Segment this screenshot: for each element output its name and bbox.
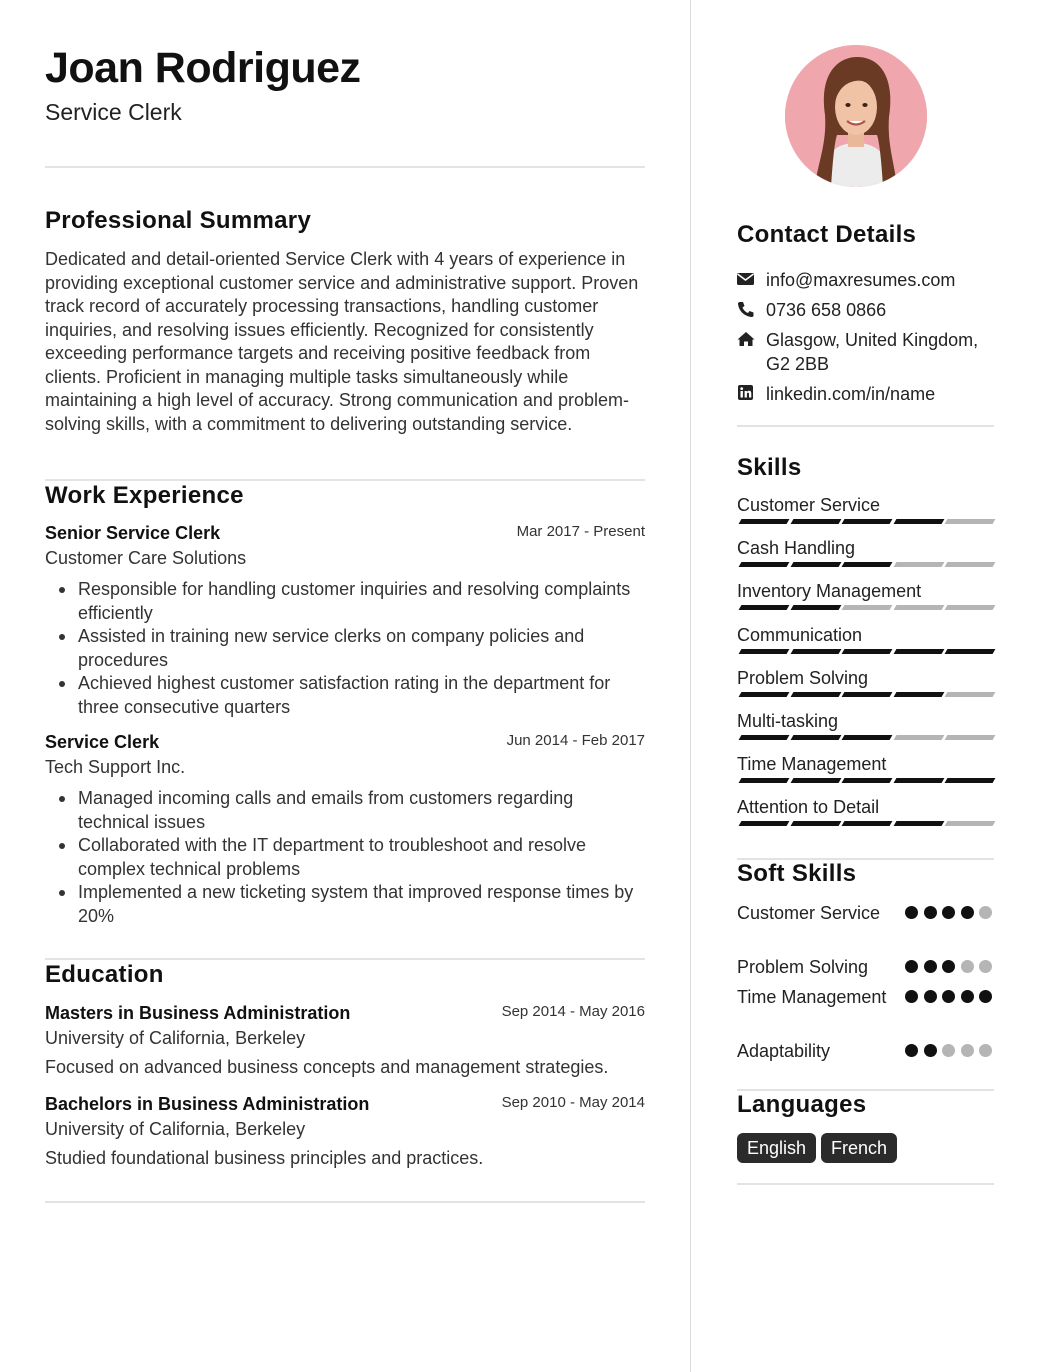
soft-skills-heading: Soft Skills	[737, 860, 857, 887]
skill-level-segment	[893, 692, 944, 697]
rating-dot	[942, 906, 955, 919]
education-description: Focused on advanced business concepts and management strategies.	[45, 1057, 609, 1077]
skill-level-segment	[790, 778, 841, 783]
rating-dot	[979, 1044, 992, 1057]
bullet-dot-icon	[59, 587, 65, 593]
job-company: Customer Care Solutions	[45, 548, 247, 568]
skill-level-segment	[790, 562, 841, 567]
skill-level-segment	[893, 735, 944, 740]
job-bullet	[45, 834, 645, 881]
section-divider	[45, 479, 645, 481]
skill-level-segment	[893, 519, 944, 524]
address-text: Glasgow, United Kingdom, G2 2BB	[766, 330, 979, 374]
soft-skill-name: Time Management	[737, 987, 887, 1007]
job-date: Jun 2014 - Feb 2017	[506, 732, 645, 749]
section-divider	[737, 1183, 994, 1185]
section-divider	[45, 1201, 645, 1203]
skill-level-segment	[945, 649, 996, 654]
skill-level-segment	[842, 605, 893, 610]
contact-heading: Contact Details	[737, 221, 917, 248]
phone-icon	[737, 301, 755, 317]
bullet-text: Managed incoming calls and emails from customers regarding technical issues	[78, 788, 574, 832]
rating-dot	[942, 960, 955, 973]
skill-level-segment	[842, 562, 893, 567]
summary-text: Dedicated and detail-oriented Service Clerk with 4 years of experience in providing exceptional customer service and administrative support. Proven track record of accurately processing transactions, handling customer inquiries, and resolving issues efficiently. Recognized for consistently exceeding performance targets and receiving positive feedback from clients. Proficient in managing multiple tasks simultaneously while maintaining a high level of accuracy. Strong communication and problem-solving skills, with a commitment to delivering outstanding service.	[45, 249, 639, 434]
skill-level-segment	[945, 821, 996, 826]
job-bullet	[45, 625, 645, 672]
skill-level-segment	[893, 778, 944, 783]
rating-dot	[961, 960, 974, 973]
rating-dot	[924, 960, 937, 973]
job-date: Mar 2017 - Present	[516, 523, 645, 540]
phone-text: 0736 658 0866	[766, 300, 887, 320]
soft-skill-rating	[905, 906, 995, 920]
bullet-text: Collaborated with the IT department to troubleshoot and resolve complex technical problems	[78, 835, 586, 879]
skill-level-bar	[737, 649, 993, 654]
rating-dot	[979, 906, 992, 919]
rating-dot	[924, 1044, 937, 1057]
soft-skill-name: Problem Solving	[737, 957, 869, 977]
skill-name: Problem Solving	[737, 668, 869, 688]
skill-name: Customer Service	[737, 495, 881, 515]
skill-level-segment	[739, 735, 790, 740]
bullet-dot-icon	[59, 796, 65, 802]
skills-heading: Skills	[737, 454, 802, 481]
skill-name: Inventory Management	[737, 581, 922, 601]
bullet-text: Achieved highest customer satisfaction rating in the department for three consecutive quarters	[78, 673, 611, 717]
degree-title: Masters in Business Administration	[45, 1003, 351, 1023]
skill-name: Attention to Detail	[737, 797, 880, 817]
bullet-text: Responsible for handling customer inquiries and resolving complaints efficiently	[78, 579, 631, 623]
skill-level-segment	[893, 821, 944, 826]
skill-name: Cash Handling	[737, 538, 856, 558]
skill-level-segment	[842, 735, 893, 740]
section-divider	[737, 425, 994, 427]
bullet-dot-icon	[59, 634, 65, 640]
skill-name: Communication	[737, 625, 863, 645]
skill-level-segment	[893, 605, 944, 610]
portrait-image	[785, 45, 927, 187]
school-name: University of California, Berkeley	[45, 1028, 306, 1048]
skill-level-segment	[790, 821, 841, 826]
section-divider	[45, 958, 645, 960]
rating-dot	[961, 1044, 974, 1057]
skill-level-segment	[945, 778, 996, 783]
skill-level-segment	[790, 692, 841, 697]
rating-dot	[924, 990, 937, 1003]
job-bullets	[45, 787, 645, 928]
education-date: Sep 2010 - May 2014	[501, 1094, 645, 1111]
job-bullets	[45, 578, 645, 719]
skill-level-segment	[945, 605, 996, 610]
skill-level-segment	[790, 649, 841, 654]
job-title: Service Clerk	[45, 732, 160, 752]
skill-level-segment	[790, 605, 841, 610]
email-text: info@maxresumes.com	[766, 270, 956, 290]
skill-level-segment	[842, 778, 893, 783]
skill-level-bar	[737, 519, 993, 524]
language-tag: French	[821, 1133, 897, 1163]
rating-dot	[979, 990, 992, 1003]
experience-heading: Work Experience	[45, 482, 244, 509]
skill-level-segment	[893, 649, 944, 654]
job-bullet	[45, 578, 645, 625]
skill-level-segment	[842, 649, 893, 654]
skill-level-segment	[842, 692, 893, 697]
linkedin-text: linkedin.com/in/name	[766, 384, 936, 404]
rating-dot	[924, 906, 937, 919]
skill-level-bar	[737, 735, 993, 740]
bullet-text: Assisted in training new service clerks on company policies and procedures	[78, 626, 585, 670]
skill-level-segment	[739, 692, 790, 697]
job-bullet	[45, 881, 645, 928]
bullet-dot-icon	[59, 843, 65, 849]
skill-name: Time Management	[737, 754, 887, 774]
bullet-dot-icon	[59, 681, 65, 687]
job-bullet	[45, 787, 645, 834]
soft-skill-name: Customer Service	[737, 903, 881, 923]
bullet-dot-icon	[59, 890, 65, 896]
rating-dot	[905, 1044, 918, 1057]
skill-level-segment	[842, 519, 893, 524]
skill-level-bar	[737, 692, 993, 697]
school-name: University of California, Berkeley	[45, 1119, 306, 1139]
skill-level-segment	[893, 562, 944, 567]
rating-dot	[942, 990, 955, 1003]
profile-photo	[785, 45, 927, 187]
soft-skill-name: Adaptability	[737, 1041, 831, 1061]
skill-level-bar	[737, 562, 993, 567]
home-icon	[737, 331, 755, 347]
skill-level-segment	[739, 605, 790, 610]
soft-skill-rating	[905, 990, 995, 1004]
job-bullet	[45, 672, 645, 719]
rating-dot	[905, 906, 918, 919]
degree-title: Bachelors in Business Administration	[45, 1094, 370, 1114]
rating-dot	[961, 990, 974, 1003]
header-divider	[45, 166, 645, 168]
skill-level-segment	[945, 562, 996, 567]
skill-level-segment	[739, 821, 790, 826]
skill-level-bar	[737, 605, 993, 610]
languages-heading: Languages	[737, 1091, 867, 1118]
skill-level-segment	[842, 821, 893, 826]
skill-level-segment	[945, 692, 996, 697]
skill-level-segment	[945, 519, 996, 524]
soft-skill-rating	[905, 1044, 995, 1058]
rating-dot	[905, 960, 918, 973]
rating-dot	[961, 906, 974, 919]
bullet-text: Implemented a new ticketing system that improved response times by 20%	[78, 882, 634, 926]
skill-level-segment	[790, 519, 841, 524]
skill-level-bar	[737, 778, 993, 783]
candidate-name: Joan Rodriguez	[45, 44, 361, 92]
envelope-icon	[737, 271, 755, 287]
education-description: Studied foundational business principles and practices.	[45, 1148, 484, 1168]
skill-level-bar	[737, 821, 993, 826]
skill-level-segment	[739, 562, 790, 567]
candidate-title: Service Clerk	[45, 99, 182, 125]
education-heading: Education	[45, 961, 164, 988]
rating-dot	[942, 1044, 955, 1057]
linkedin-icon	[737, 385, 755, 401]
skill-level-segment	[945, 735, 996, 740]
soft-skill-rating	[905, 960, 995, 974]
job-title: Senior Service Clerk	[45, 523, 221, 543]
language-tag: English	[737, 1133, 816, 1163]
skill-level-segment	[739, 519, 790, 524]
column-divider	[690, 0, 691, 1372]
job-company: Tech Support Inc.	[45, 757, 186, 777]
skill-name: Multi-tasking	[737, 711, 839, 731]
rating-dot	[979, 960, 992, 973]
education-date: Sep 2014 - May 2016	[501, 1003, 645, 1020]
summary-heading: Professional Summary	[45, 207, 312, 234]
skill-level-segment	[739, 649, 790, 654]
skill-level-segment	[739, 778, 790, 783]
skill-level-segment	[790, 735, 841, 740]
rating-dot	[905, 990, 918, 1003]
